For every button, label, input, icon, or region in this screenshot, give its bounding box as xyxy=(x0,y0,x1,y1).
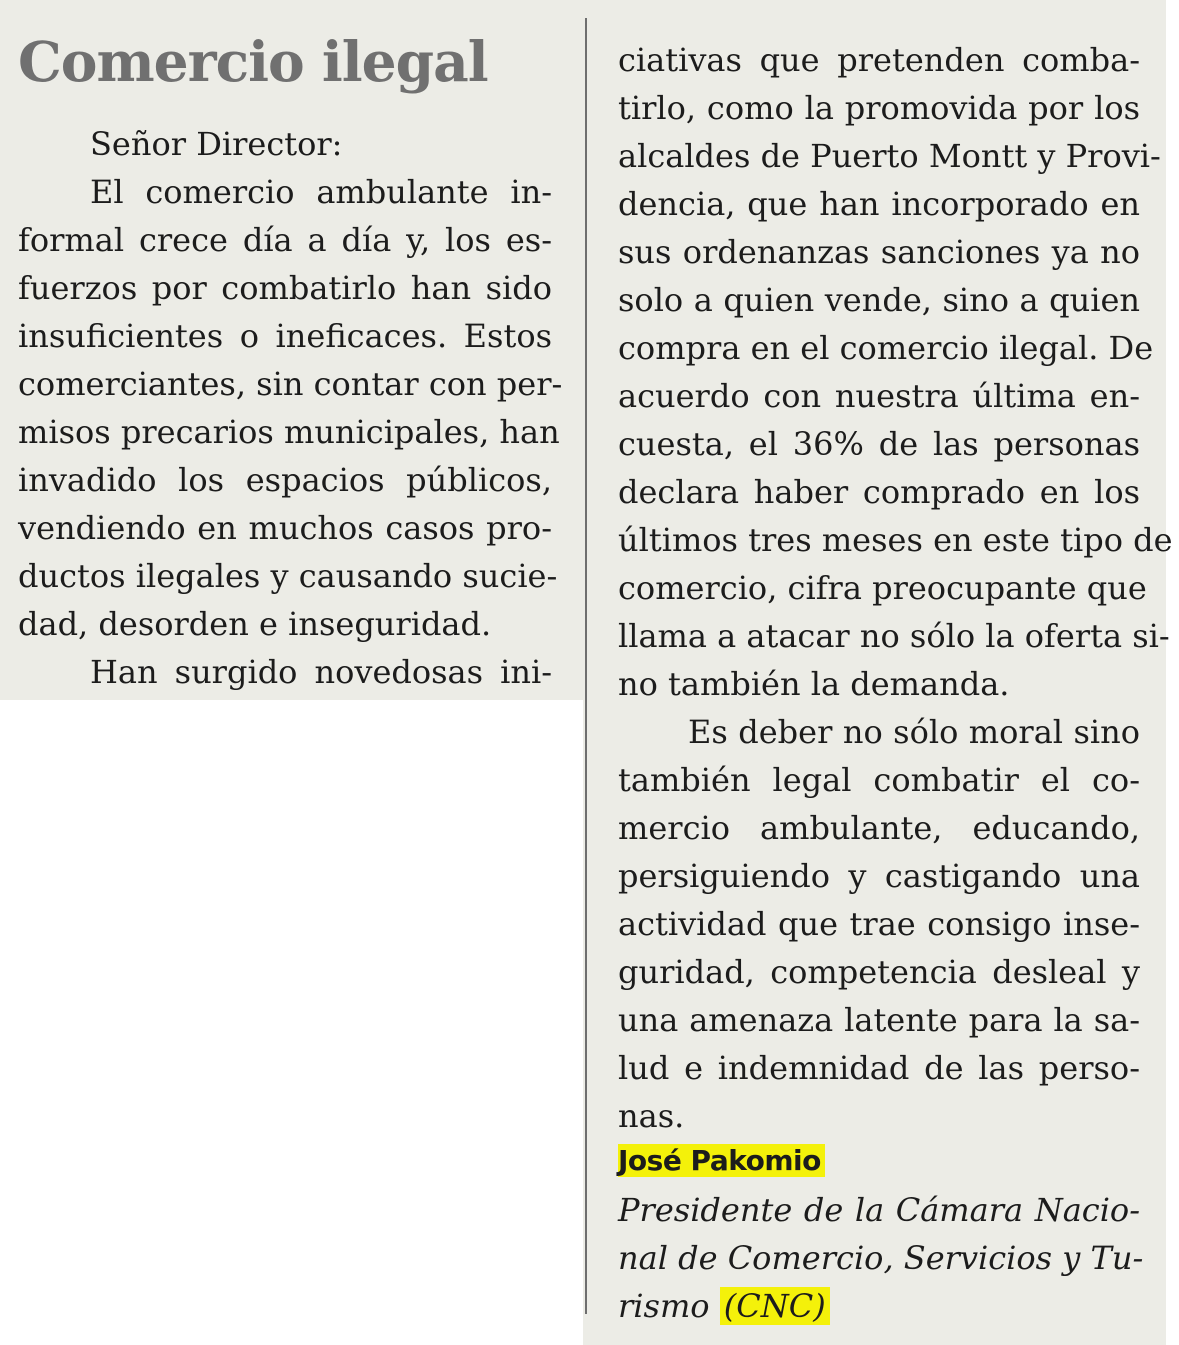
body-line: cuesta, el 36% de las personas xyxy=(618,425,1140,463)
body-line: sus ordenanzas sanciones ya no xyxy=(618,233,1140,271)
author-name-highlight: José Pakomio xyxy=(618,1144,825,1177)
author-role-line: Presidente de la Cámara Nacio- xyxy=(618,1191,1140,1229)
author-role-text: rismo xyxy=(618,1287,710,1325)
body-line: tirlo, como la promovida por los xyxy=(618,89,1140,127)
body-line: Es deber no sólo moral sino xyxy=(688,713,1140,751)
body-line: guridad, competencia desleal y xyxy=(618,953,1140,991)
body-line: misos precarios municipales, han xyxy=(18,413,560,451)
body-line: acuerdo con nuestra última en- xyxy=(618,377,1140,415)
body-line: vendiendo en muchos casos pro- xyxy=(18,509,552,547)
body-line: nas. xyxy=(618,1097,685,1135)
body-line: invadido los espacios públicos, xyxy=(18,461,552,499)
body-line: mercio ambulante, educando, xyxy=(618,809,1140,847)
body-line: comercio, cifra preocupante que xyxy=(618,569,1147,607)
body-line: declara haber comprado en los xyxy=(618,473,1140,511)
author-role-line-last xyxy=(618,1282,1140,1330)
body-line: insuficientes o ineficaces. Estos xyxy=(18,317,552,355)
body-line: lud e indemnidad de las perso- xyxy=(618,1049,1140,1087)
body-line: también legal combatir el co- xyxy=(618,761,1140,799)
column-divider xyxy=(585,18,587,1314)
body-line: fuerzos por combatirlo han sido xyxy=(18,269,552,307)
body-line: Han surgido novedosas ini- xyxy=(90,653,552,691)
body-line: llama a atacar no sólo la oferta si- xyxy=(618,617,1170,655)
body-line: dencia, que han incorporado en xyxy=(618,185,1140,223)
body-line: comerciantes, sin contar con per- xyxy=(18,365,563,403)
author-name xyxy=(618,1140,825,1182)
body-line: persiguiendo y castigando una xyxy=(618,857,1140,895)
headline: Comercio ilegal xyxy=(18,29,488,94)
author-role-line: nal de Comercio, Servicios y Tu- xyxy=(618,1239,1144,1277)
body-line: formal crece día a día y, los es- xyxy=(18,221,552,259)
body-line: solo a quien vende, sino a quien xyxy=(618,281,1140,319)
body-line: no también la demanda. xyxy=(618,665,1010,703)
body-line: alcaldes de Puerto Montt y Provi- xyxy=(618,137,1161,175)
organization-acronym: (CNC) xyxy=(720,1287,830,1325)
body-line: ductos ilegales y causando sucie- xyxy=(18,557,558,595)
body-line: actividad que trae consigo inse- xyxy=(618,905,1140,943)
body-line: compra en el comercio ilegal. De xyxy=(618,329,1154,367)
salutation: Señor Director: xyxy=(90,125,343,163)
body-line: El comercio ambulante in- xyxy=(90,173,552,211)
body-line: ciativas que pretenden comba- xyxy=(618,41,1140,79)
body-line: últimos tres meses en este tipo de xyxy=(618,521,1173,559)
body-line: una amenaza latente para la sa- xyxy=(618,1001,1140,1039)
body-line: dad, desorden e inseguridad. xyxy=(18,605,492,643)
